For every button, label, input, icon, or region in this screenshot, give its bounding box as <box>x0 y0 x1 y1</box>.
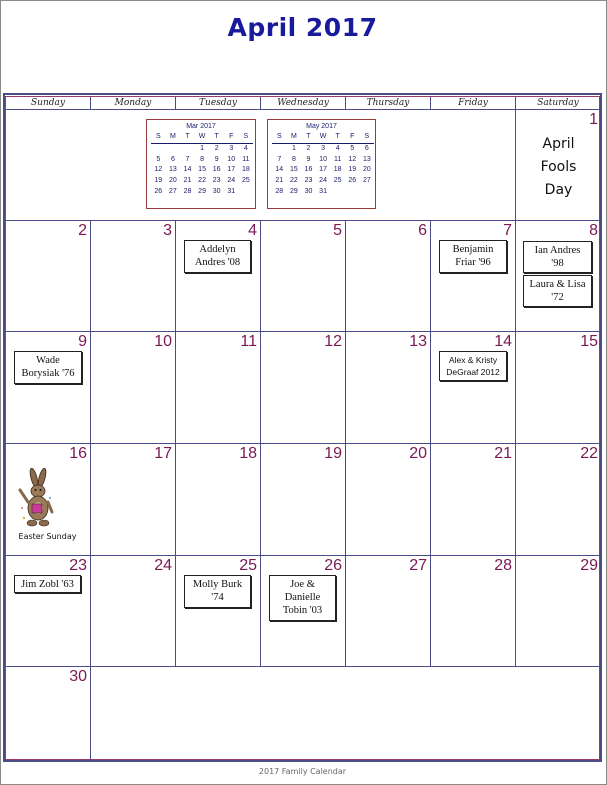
event-line: Borysiak '76 <box>21 368 75 379</box>
holiday-line: April <box>542 136 575 152</box>
mini-day: 23 <box>304 177 313 185</box>
day-cell-2[interactable] <box>6 221 91 332</box>
event-line: Ian Andres <box>534 245 581 256</box>
mini-day: 7 <box>185 155 190 163</box>
day-cell-5[interactable] <box>261 221 346 332</box>
day-number: 22 <box>580 445 598 462</box>
mini-day: 6 <box>364 144 369 152</box>
day-number: 28 <box>494 557 512 574</box>
mini-calendar-area <box>6 110 516 221</box>
calendar-title: April 2017 <box>227 13 378 42</box>
day-number: 3 <box>163 222 172 239</box>
mini-day: 23 <box>212 177 221 185</box>
holiday-april-fools <box>516 133 601 202</box>
day-cell-15[interactable] <box>516 332 601 444</box>
weekday-thursday: Thursday <box>346 97 431 109</box>
mini-head: T <box>335 133 340 140</box>
mini-calendar-header <box>272 132 374 144</box>
mini-head: S <box>155 133 161 140</box>
day-cell-6[interactable] <box>346 221 431 332</box>
weekday-tuesday: Tuesday <box>176 97 261 109</box>
day-cell-18[interactable] <box>176 444 261 556</box>
mini-day: 31 <box>319 187 327 195</box>
mini-head: S <box>364 133 370 140</box>
mini-week <box>272 144 374 155</box>
holiday-line: Fools <box>540 159 577 175</box>
day-number: 10 <box>154 333 172 350</box>
mini-day: 20 <box>362 166 371 174</box>
easter-bunny-icon <box>16 468 56 530</box>
event-laura-lisa[interactable] <box>523 275 592 307</box>
mini-day: 16 <box>304 166 313 174</box>
day-cell-24[interactable] <box>91 556 176 667</box>
day-cell-20[interactable] <box>346 444 431 556</box>
event-line: Danielle <box>284 592 321 603</box>
event-benjamin-friar[interactable] <box>439 240 507 273</box>
mini-head: M <box>290 133 297 140</box>
mini-day: 3 <box>229 144 234 152</box>
mini-day <box>272 144 287 155</box>
mini-day <box>166 144 181 155</box>
mini-day <box>151 144 166 155</box>
day-number: 27 <box>409 557 427 574</box>
mini-day: 10 <box>319 155 327 163</box>
mini-day <box>239 187 254 198</box>
mini-day: 21 <box>275 177 284 185</box>
mini-week <box>151 176 253 187</box>
day-number: 16 <box>69 445 87 462</box>
mini-head: T <box>306 133 311 140</box>
mini-day: 17 <box>319 166 327 174</box>
holiday-line: Day <box>544 182 573 198</box>
day-cell-13[interactable] <box>346 332 431 444</box>
event-line: '72 <box>551 292 564 303</box>
mini-week <box>151 144 253 155</box>
mini-day: 1 <box>291 144 296 152</box>
mini-day: 16 <box>212 166 221 174</box>
day-cell-3[interactable] <box>91 221 176 332</box>
day-cell-21[interactable] <box>431 444 516 556</box>
event-line: Laura & Lisa <box>529 279 586 290</box>
day-cell-14[interactable] <box>431 332 516 444</box>
mini-day: 22 <box>198 177 206 185</box>
day-cell-11[interactable] <box>176 332 261 444</box>
mini-day: 26 <box>154 187 163 195</box>
day-cell-12[interactable] <box>261 332 346 444</box>
mini-day: 15 <box>198 166 206 174</box>
mini-day: 27 <box>362 177 371 185</box>
event-line: Joe & <box>290 579 315 590</box>
event-line: Benjamin <box>452 244 494 255</box>
event-line: '98 <box>551 258 564 269</box>
event-line: Tobin '03 <box>282 605 323 616</box>
day-cell-7[interactable] <box>431 221 516 332</box>
event-line: Andres '08 <box>194 257 241 268</box>
day-number: 30 <box>69 668 87 685</box>
mini-day: 28 <box>183 187 192 195</box>
mini-week <box>151 187 253 198</box>
event-line: Wade <box>36 355 60 366</box>
event-addelyn-andres[interactable] <box>184 240 251 273</box>
event-alex-kristy-degraaf[interactable] <box>439 351 507 381</box>
mini-day: 30 <box>304 187 313 195</box>
mini-day: 27 <box>168 187 177 195</box>
day-number: 13 <box>409 333 427 350</box>
day-cell-27[interactable] <box>346 556 431 667</box>
mini-week <box>151 155 253 166</box>
day-number: 4 <box>248 222 257 239</box>
day-number: 9 <box>78 333 87 350</box>
mini-day: 29 <box>198 187 206 195</box>
day-number: 8 <box>589 222 598 239</box>
weekday-saturday: Saturday <box>537 98 579 108</box>
mini-day <box>180 144 195 155</box>
mini-day: 15 <box>289 166 298 174</box>
mini-calendar-march <box>146 119 256 209</box>
day-cell-17[interactable] <box>91 444 176 556</box>
day-number: 6 <box>418 222 427 239</box>
mini-calendar-title: Mar 2017 <box>186 123 216 130</box>
mini-day: 18 <box>241 166 250 174</box>
day-cell-19[interactable] <box>261 444 346 556</box>
mini-week <box>272 187 374 198</box>
mini-day: 2 <box>306 144 311 152</box>
day-cell-10[interactable] <box>91 332 176 444</box>
mini-day: 10 <box>227 155 236 163</box>
event-wade-borysiak[interactable] <box>14 351 82 384</box>
mini-day: 18 <box>333 166 342 174</box>
event-line: Friar '96 <box>455 257 491 268</box>
event-joe-danielle-tobin[interactable] <box>269 575 336 621</box>
mini-day: 8 <box>291 155 296 163</box>
mini-head: W <box>319 133 327 140</box>
day-number: 26 <box>324 557 342 574</box>
event-line: DeGraaf 2012 <box>446 367 500 377</box>
mini-day: 14 <box>183 166 192 174</box>
day-number: 25 <box>239 557 257 574</box>
mini-day: 9 <box>306 155 311 163</box>
mini-day: 7 <box>277 155 282 163</box>
mini-head: F <box>229 133 234 140</box>
mini-day: 19 <box>348 166 357 174</box>
mini-day: 8 <box>200 155 205 163</box>
day-number: 14 <box>494 333 512 350</box>
day-number: 12 <box>324 333 342 350</box>
mini-head: S <box>276 133 282 140</box>
mini-day: 21 <box>183 177 192 185</box>
mini-calendar-may <box>267 119 376 209</box>
weekday-monday: Monday <box>91 97 176 109</box>
mini-day: 26 <box>348 177 357 185</box>
event-ian-andres[interactable] <box>523 241 592 273</box>
day-number: 24 <box>154 557 172 574</box>
mini-day: 13 <box>168 166 177 174</box>
day-number: 17 <box>154 445 172 462</box>
mini-day: 24 <box>227 177 236 185</box>
mini-day: 28 <box>275 187 284 195</box>
mini-day: 5 <box>350 144 355 152</box>
weekday-wednesday: Wednesday <box>261 97 346 109</box>
day-cell-4[interactable] <box>176 221 261 332</box>
mini-head: M <box>169 133 176 140</box>
day-cell-23[interactable] <box>6 556 91 667</box>
mini-day: 5 <box>156 155 161 163</box>
mini-day: 24 <box>319 177 327 185</box>
day-cell-30[interactable] <box>6 667 91 761</box>
weekday-sunday: Sunday <box>6 97 91 109</box>
mini-day: 9 <box>214 155 219 163</box>
mini-day: 3 <box>321 144 326 152</box>
mini-day: 11 <box>242 155 250 163</box>
mini-week <box>272 176 374 187</box>
mini-day <box>330 187 345 198</box>
mini-head: W <box>198 133 206 140</box>
mini-day: 6 <box>170 155 175 163</box>
event-line: Molly Burk <box>192 579 243 590</box>
mini-head: T <box>214 133 219 140</box>
day-number: 23 <box>69 557 87 574</box>
mini-head: F <box>350 133 355 140</box>
mini-calendar-header <box>151 132 253 144</box>
day-cell-28[interactable] <box>431 556 516 667</box>
mini-day: 25 <box>333 177 342 185</box>
event-line: '74 <box>211 592 224 603</box>
mini-day: 29 <box>289 187 298 195</box>
day-cell-22[interactable] <box>516 444 601 556</box>
mini-week <box>272 165 374 176</box>
mini-day: 2 <box>214 144 219 152</box>
mini-day: 4 <box>335 144 340 152</box>
day-cell-25[interactable] <box>176 556 261 667</box>
mini-day: 20 <box>168 177 177 185</box>
mini-week <box>272 155 374 166</box>
event-line: Addelyn <box>199 244 236 255</box>
mini-day: 17 <box>227 166 236 174</box>
day-number: 7 <box>503 222 512 239</box>
weekday-friday: Friday <box>431 97 516 109</box>
event-jim-zobl[interactable] <box>14 575 81 593</box>
day-number: 18 <box>239 445 257 462</box>
mini-day <box>345 187 360 198</box>
mini-day: 31 <box>227 187 236 195</box>
event-molly-burk[interactable] <box>184 575 251 608</box>
day-number: 2 <box>78 222 87 239</box>
mini-day: 12 <box>348 155 357 163</box>
mini-day: 13 <box>362 155 371 163</box>
mini-day: 19 <box>154 177 163 185</box>
day-number: 29 <box>580 557 598 574</box>
mini-day: 30 <box>212 187 221 195</box>
footer-text: 2017 Family Calendar <box>258 767 347 776</box>
mini-day: 11 <box>334 155 342 163</box>
event-line: Jim Zobl '63 <box>21 579 74 590</box>
day-number: 19 <box>324 445 342 462</box>
day-number: 11 <box>240 333 257 350</box>
easter-label: Easter Sunday <box>18 532 77 541</box>
day-number: 15 <box>580 333 598 350</box>
mini-week <box>151 165 253 176</box>
mini-day: 25 <box>241 177 250 185</box>
mini-head: T <box>185 133 190 140</box>
mini-day: 22 <box>289 177 298 185</box>
mini-day: 4 <box>243 144 248 152</box>
day-number: 1 <box>589 111 598 128</box>
day-number: 5 <box>333 222 342 239</box>
mini-day <box>360 187 375 198</box>
event-line: Alex & Kristy <box>448 355 498 365</box>
mini-day: 12 <box>154 166 163 174</box>
day-number: 20 <box>409 445 427 462</box>
mini-calendar-title: May 2017 <box>306 123 337 130</box>
mini-day: 14 <box>275 166 284 174</box>
mini-day: 1 <box>200 144 205 152</box>
mini-head: S <box>243 133 249 140</box>
day-cell-9[interactable] <box>6 332 91 444</box>
day-cell-29[interactable] <box>516 556 601 667</box>
day-number: 21 <box>494 445 512 462</box>
